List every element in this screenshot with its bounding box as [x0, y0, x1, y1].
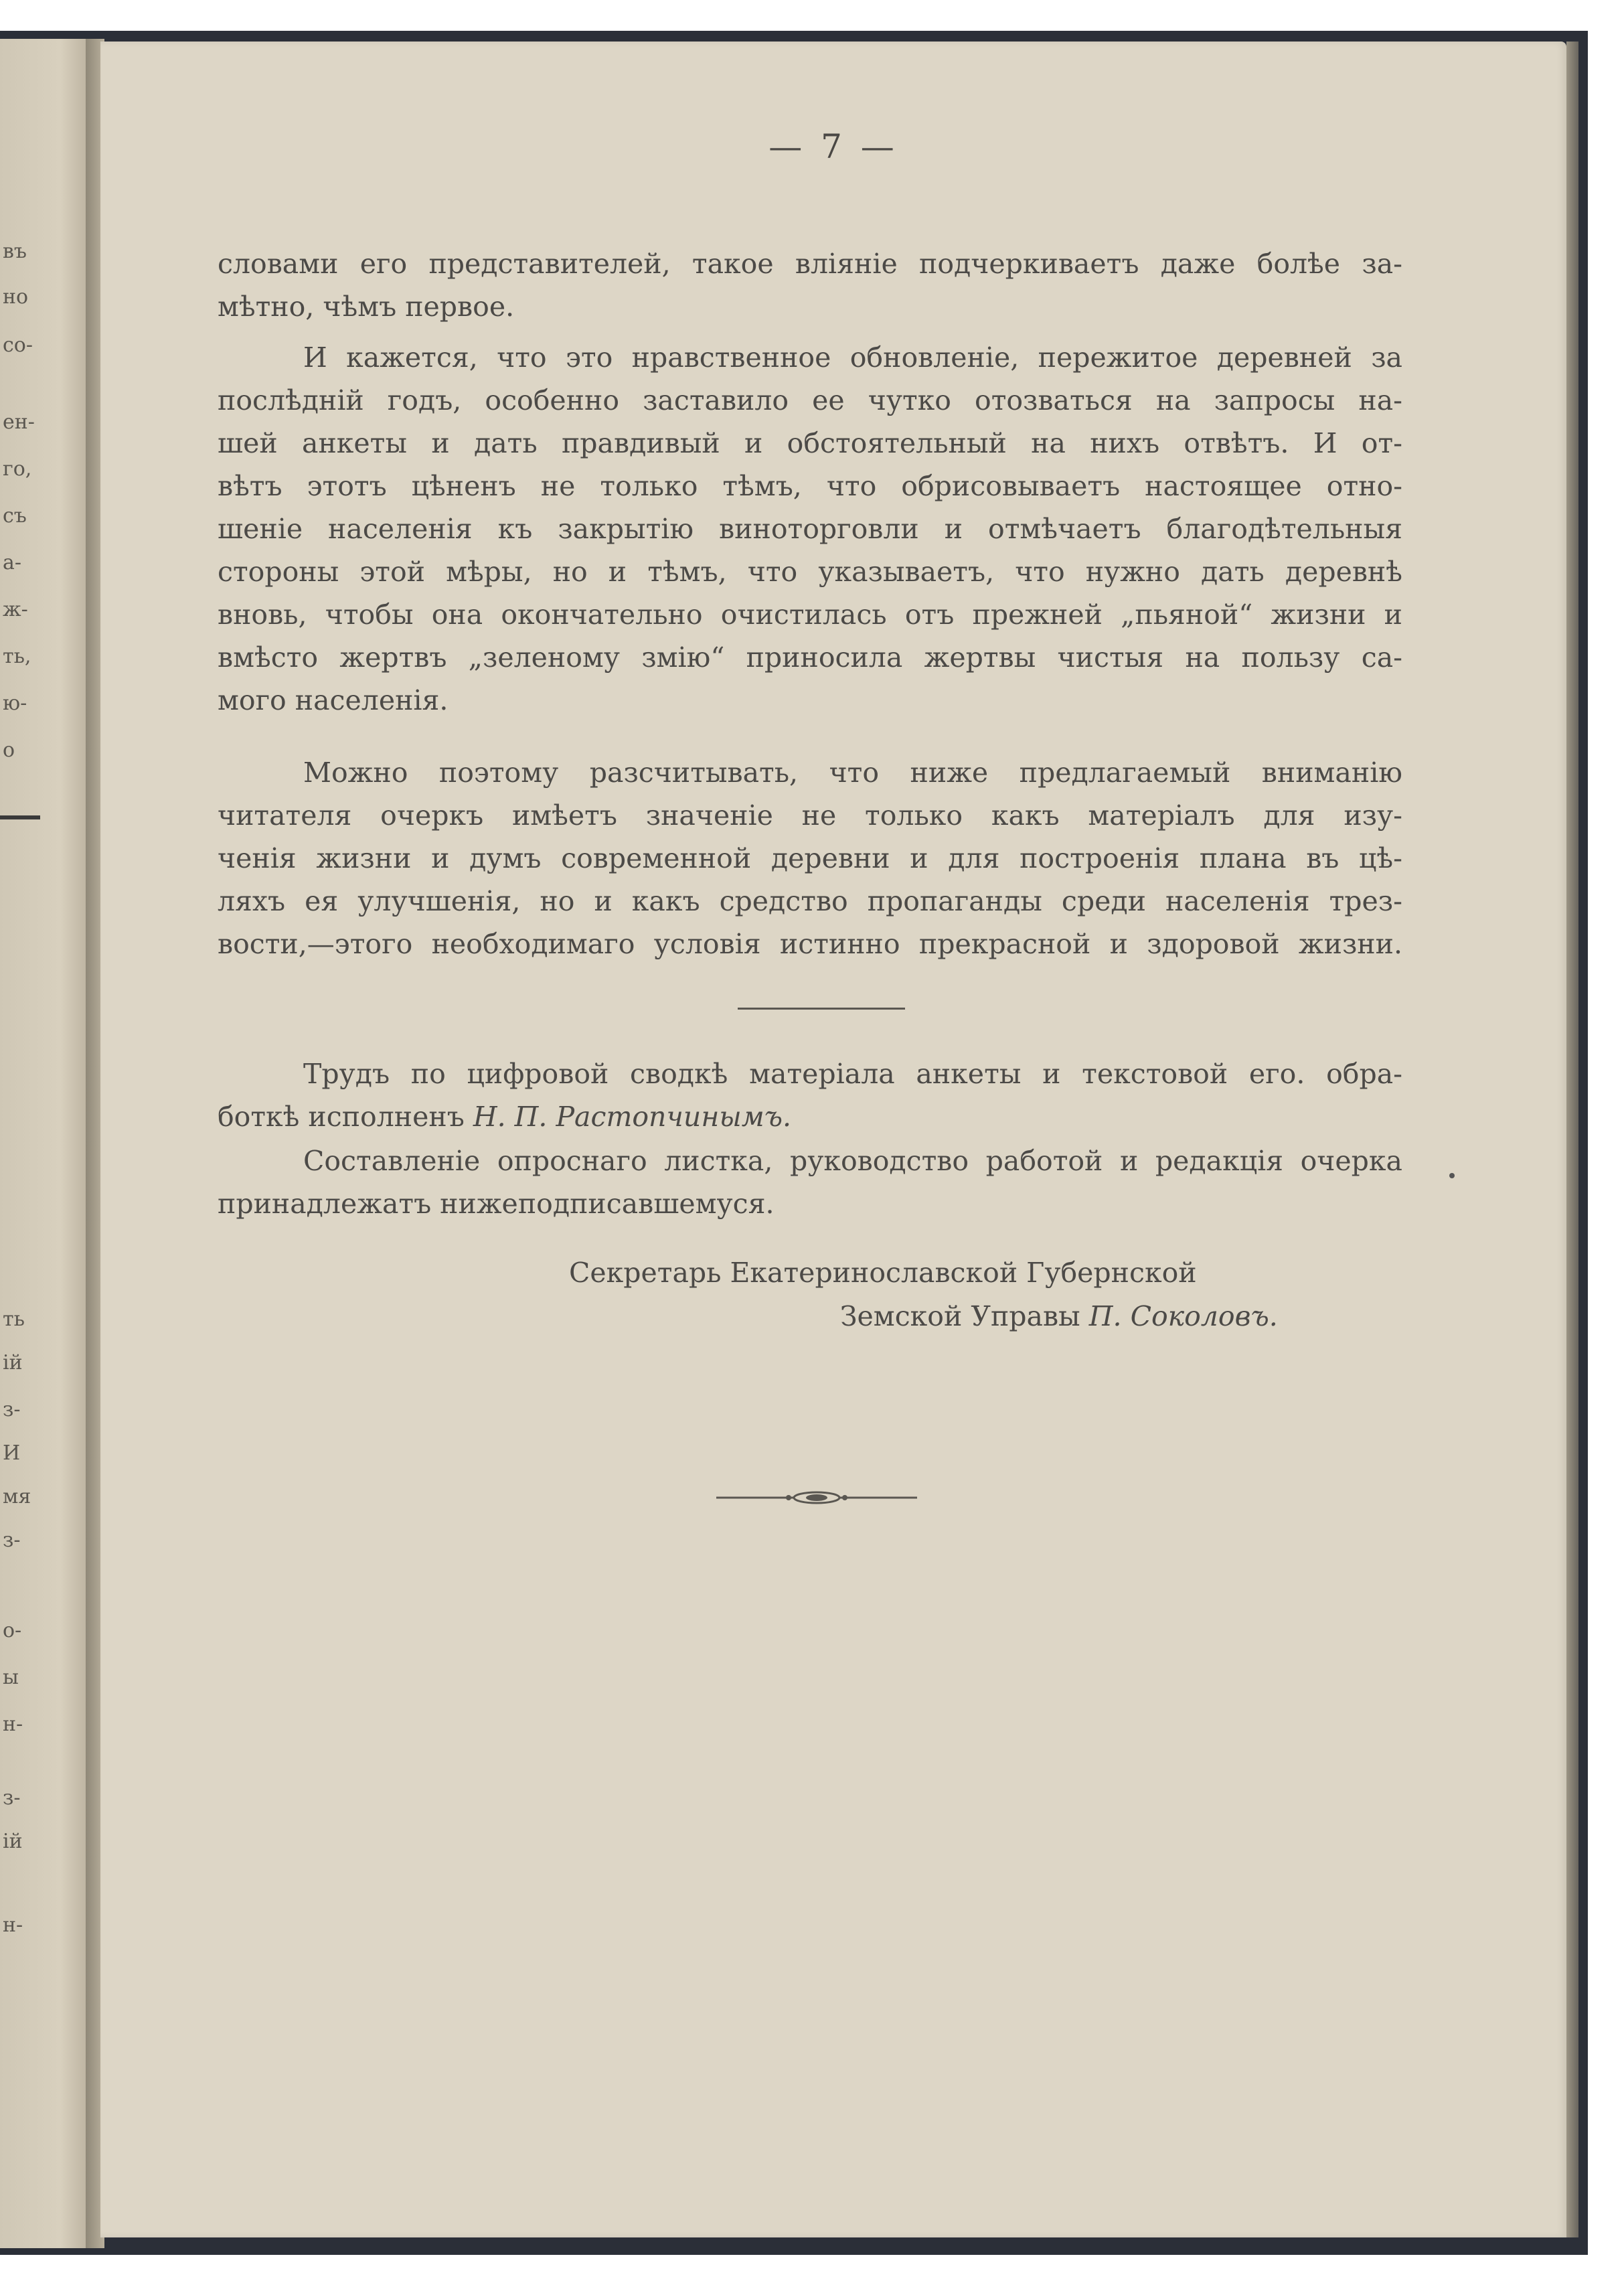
previous-page-text-fragment: ы: [3, 1666, 19, 1689]
paragraph-credits: [218, 1052, 1402, 1138]
text-line: И кажется, что это нравственное обновленіе, пережитое деревней за: [303, 341, 1402, 374]
text-line: Составленіе опроснаго листка, руководство работой и редакція очерка: [303, 1145, 1402, 1177]
page-edge-right: [1566, 42, 1578, 2237]
previous-page-edge: [0, 39, 86, 2248]
previous-page-text-fragment: о: [3, 738, 15, 762]
text-line: Можно поэтому разсчитывать, что ниже предлагаемый вниманію: [303, 757, 1402, 789]
paper-speck: [1449, 1173, 1455, 1178]
text-line: стороны этой мѣры, но и тѣмъ, что указываетъ, что нужно дать деревнѣ: [218, 556, 1402, 588]
previous-page-text-fragment: з-: [3, 1398, 21, 1421]
previous-page-rule: [0, 815, 40, 819]
text-line: ляхъ ея улучшенія, но и какъ средство пропаганды среди населенія трез-: [218, 885, 1402, 917]
text-line: вмѣсто жертвъ „зеленому змію“ приносила жертвы чистыя на пользу са-: [218, 641, 1402, 674]
signature-title: Земской Управы: [840, 1300, 1080, 1332]
text-line: мого населенія.: [218, 684, 449, 716]
text-line: шей анкеты и дать правдивый и обстоятельный на нихъ отвѣтъ. И от-: [218, 427, 1402, 459]
previous-page-text-fragment: ій: [3, 1351, 23, 1374]
page-number: — 7 —: [768, 127, 898, 166]
paragraph-3: [218, 751, 1402, 965]
previous-page-text-fragment: ж-: [3, 598, 28, 621]
previous-page-text-fragment: со-: [3, 333, 33, 357]
text-line: вости,—этого необходимаго условія истинно прекрасной и здоровой жизни.: [218, 928, 1402, 960]
text-line: словами его представителей, такое вліяніе подчеркиваетъ даже болѣе за-: [218, 248, 1402, 280]
previous-page-text-fragment: съ: [3, 504, 27, 528]
previous-page-text-fragment: го,: [3, 457, 32, 481]
previous-page-text-fragment: но: [3, 285, 29, 309]
signature-name: П. Соколовъ.: [1088, 1300, 1278, 1332]
text-line: вѣтъ этотъ цѣненъ не только тѣмъ, что обрисовываетъ настоящее отно-: [218, 470, 1402, 502]
text-line: принадлежатъ нижеподписавшемуся.: [218, 1188, 775, 1220]
paragraph-1: [218, 242, 1402, 328]
previous-page-text-fragment: И: [3, 1441, 21, 1465]
previous-page-text-fragment: ен-: [3, 410, 35, 434]
previous-page-text-fragment: ть: [3, 1308, 25, 1331]
text-line: [218, 1095, 1402, 1138]
ornament-divider: [716, 1484, 917, 1511]
paragraph-editorship: [218, 1139, 1402, 1225]
text-line: вновь, чтобы она окончательно очистилась отъ прежней „пьяной“ жизни и: [218, 599, 1402, 631]
previous-page-text-fragment: ю-: [3, 692, 27, 715]
credit-prefix: боткѣ исполненъ: [218, 1101, 465, 1133]
previous-page-text-fragment: н-: [3, 1713, 23, 1736]
section-divider: [738, 1008, 905, 1010]
previous-page-text-fragment: з-: [3, 1786, 21, 1810]
previous-page-text-fragment: о-: [3, 1619, 22, 1642]
text-line: послѣдній годъ, особенно заставило ее чутко отозваться на запросы на-: [218, 384, 1402, 416]
previous-page-text-fragment: въ: [3, 240, 27, 263]
previous-page-text-fragment: ть,: [3, 645, 31, 668]
credit-name: Н. П. Растопчинымъ.: [473, 1101, 792, 1133]
previous-page-text-fragment: ій: [3, 1830, 23, 1853]
previous-page-text-fragment: з-: [3, 1528, 21, 1552]
text-line: Трудъ по цифровой сводкѣ матеріала анкеты и текстовой его. обра-: [303, 1058, 1402, 1090]
previous-page-text-fragment: мя: [3, 1485, 31, 1508]
signature-line-2: [840, 1300, 1278, 1332]
signature-line-1: Секретарь Екатеринославской Губернской: [569, 1257, 1197, 1289]
previous-page-text-fragment: н-: [3, 1913, 23, 1937]
page: [100, 42, 1566, 2237]
text-line: шеніе населенія къ закрытію виноторговли и отмѣчаетъ благодѣтельныя: [218, 513, 1402, 545]
text-line: ченія жизни и думъ современной деревни и для построенія плана въ цѣ-: [218, 842, 1402, 874]
previous-page-text-fragment: а-: [3, 551, 22, 574]
paragraph-2: [218, 336, 1402, 722]
text-line: мѣтно, чѣмъ первое.: [218, 291, 515, 323]
text-line: читателя очеркъ имѣетъ значеніе не только какъ матеріалъ для изу-: [218, 799, 1402, 832]
